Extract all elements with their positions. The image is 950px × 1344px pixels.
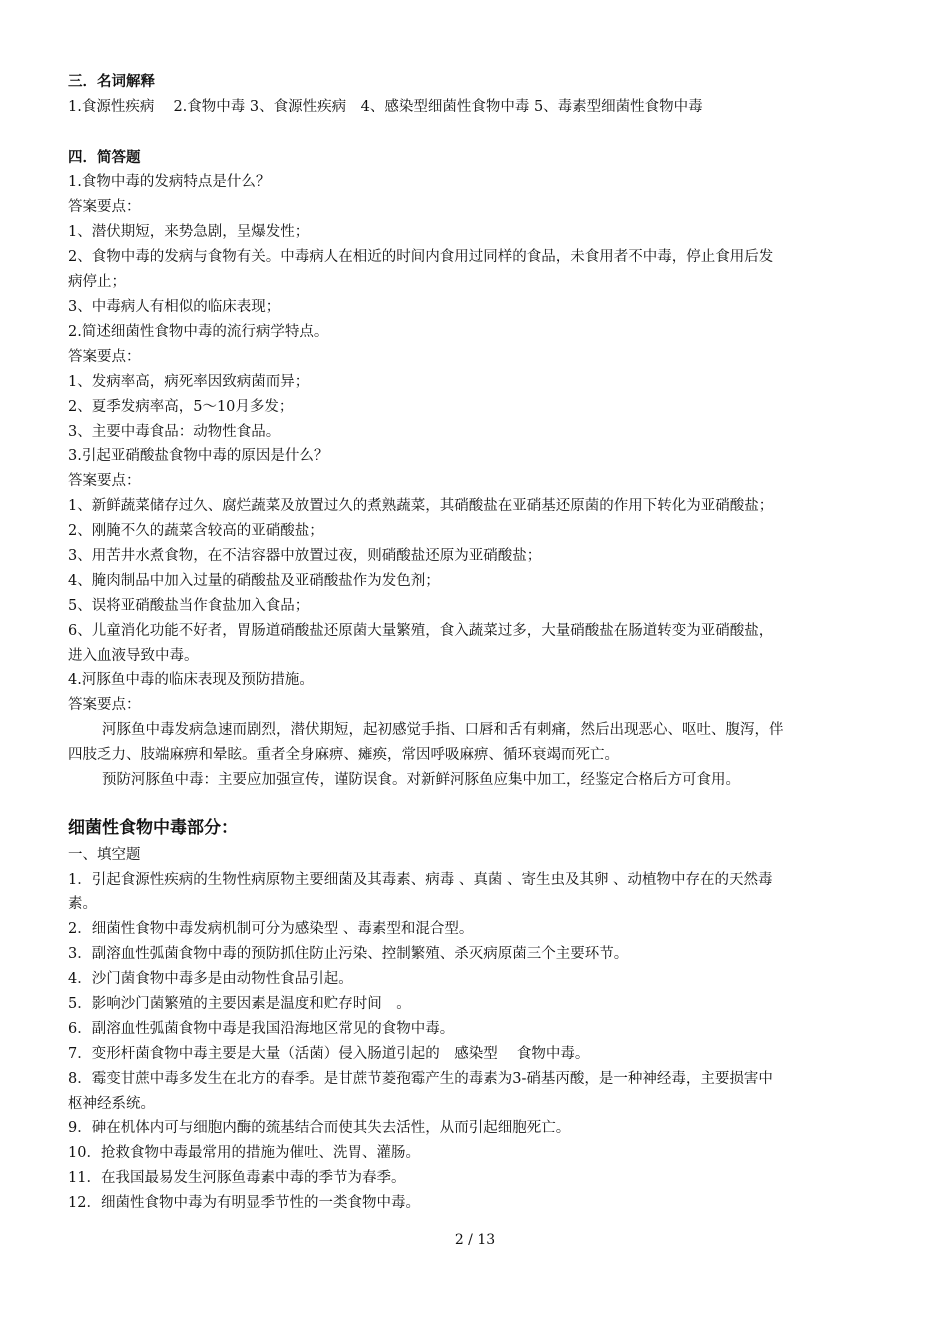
answer-paragraph: 预防河豚鱼中毒：主要应加强宣传，谨防误食。对新鲜河豚鱼应集中加工，经鉴定合格后方可食用。: [102, 772, 740, 788]
answer-line: 2、食物中毒的发病与食物有关。中毒病人在相近的时间内食用过同样的食品，未食用者不中毒，停止食用后发: [68, 249, 774, 265]
fill-in-item: 4．沙门菌食物中毒多是由动物性食品引起。: [68, 971, 353, 987]
answer-line: 3、中毒病人有相似的临床表现；: [68, 299, 281, 315]
answer-label: 答案要点：: [68, 199, 141, 215]
fill-in-item: 10．抢救食物中毒最常用的措施为催吐、洗胃、灌肠。: [68, 1145, 420, 1161]
terms-list: 1.食源性疾病 2.食物中毒 3、食源性疾病 4、感染型细菌性食物中毒 5、毒素型细菌性食物中毒: [68, 99, 703, 115]
section-heading-terms: 三．名词解释: [68, 74, 155, 90]
answer-line: 5、误将亚硝酸盐当作食盐加入食品；: [68, 598, 310, 614]
answer-line: 病停止；: [68, 274, 126, 290]
fill-in-item: 6．副溶血性弧菌食物中毒是我国沿海地区常见的食物中毒。: [68, 1021, 455, 1037]
fill-in-item: 素。: [68, 896, 97, 912]
fill-in-item: 3．副溶血性弧菌食物中毒的预防抓住防止污染、控制繁殖、杀灭病原菌三个主要环节。: [68, 946, 629, 962]
section-heading-bacterial: 细菌性食物中毒部分：: [68, 818, 238, 838]
answer-label: 答案要点：: [68, 349, 141, 365]
fill-in-item: 5．影响沙门菌繁殖的主要因素是温度和贮存时间 。: [68, 996, 411, 1012]
answer-label: 答案要点：: [68, 473, 141, 489]
subsection-heading-fill-in: 一、填空题: [68, 847, 141, 863]
fill-in-item: 2．细菌性食物中毒发病机制可分为感染型 、毒素型和混合型。: [68, 921, 474, 937]
answer-paragraph: 河豚鱼中毒发病急速而剧烈，潜伏期短，起初感觉手指、口唇和舌有刺痛，然后出现恶心、呕吐、腹泻，伴: [102, 722, 784, 738]
fill-in-item: 枢神经系统。: [68, 1096, 155, 1112]
answer-line: 2、夏季发病率高，5～10月多发；: [68, 399, 294, 415]
fill-in-item: 11．在我国最易发生河豚鱼毒素中毒的季节为春季。: [68, 1170, 406, 1186]
question-line: 4.河豚鱼中毒的临床表现及预防措施。: [68, 672, 314, 688]
question-line: 1.食物中毒的发病特点是什么？: [68, 174, 271, 190]
answer-line: 四肢乏力、肢端麻痹和晕眩。重者全身麻痹、瘫痪，常因呼吸麻痹、循环衰竭而死亡。: [68, 747, 619, 763]
answer-line: 6、儿童消化功能不好者，胃肠道硝酸盐还原菌大量繁殖，食入蔬菜过多，大量硝酸盐在肠道转变为亚硝酸盐，: [68, 623, 774, 639]
answer-line: 1、发病率高，病死率因致病菌而异；: [68, 374, 310, 390]
answer-line: 4、腌肉制品中加入过量的硝酸盐及亚硝酸盐作为发色剂；: [68, 573, 440, 589]
answer-line: 2、刚腌不久的蔬菜含较高的亚硝酸盐；: [68, 523, 324, 539]
fill-in-item: 12．细菌性食物中毒为有明显季节性的一类食物中毒。: [68, 1195, 420, 1211]
fill-in-item: 7．变形杆菌食物中毒主要是大量（活菌）侵入肠道引起的 感染型 食物中毒。: [68, 1046, 590, 1062]
section-heading-short-answer: 四．简答题: [68, 150, 141, 166]
answer-line: 进入血液导致中毒。: [68, 648, 199, 664]
question-line: 3.引起亚硝酸盐食物中毒的原因是什么？: [68, 448, 329, 464]
answer-line: 1、潜伏期短，来势急剧，呈爆发性；: [68, 224, 310, 240]
answer-line: 3、主要中毒食品：动物性食品。: [68, 424, 281, 440]
fill-in-item: 9．砷在机体内可与细胞内酶的巯基结合而使其失去活性，从而引起细胞死亡。: [68, 1120, 571, 1136]
answer-line: 3、用苦井水煮食物，在不洁容器中放置过夜，则硝酸盐还原为亚硝酸盐；: [68, 548, 542, 564]
fill-in-item: 8．霉变甘蔗中毒多发生在北方的春季。是甘蔗节菱孢霉产生的毒素为3-硝基丙酸，是一种神经毒，主要损害中: [68, 1071, 773, 1087]
answer-line: 1、新鲜蔬菜储存过久、腐烂蔬菜及放置过久的煮熟蔬菜，其硝酸盐在亚硝基还原菌的作用下转化为亚硝酸盐；: [68, 498, 774, 514]
page-number: 2 / 13: [454, 1232, 496, 1248]
answer-label: 答案要点：: [68, 697, 141, 713]
fill-in-item: 1．引起食源性疾病的生物性病原物主要细菌及其毒素、病毒 、真菌 、寄生虫及其卵 、动植物中存在的天然毒: [68, 872, 773, 888]
question-line: 2.简述细菌性食物中毒的流行病学特点。: [68, 324, 329, 340]
